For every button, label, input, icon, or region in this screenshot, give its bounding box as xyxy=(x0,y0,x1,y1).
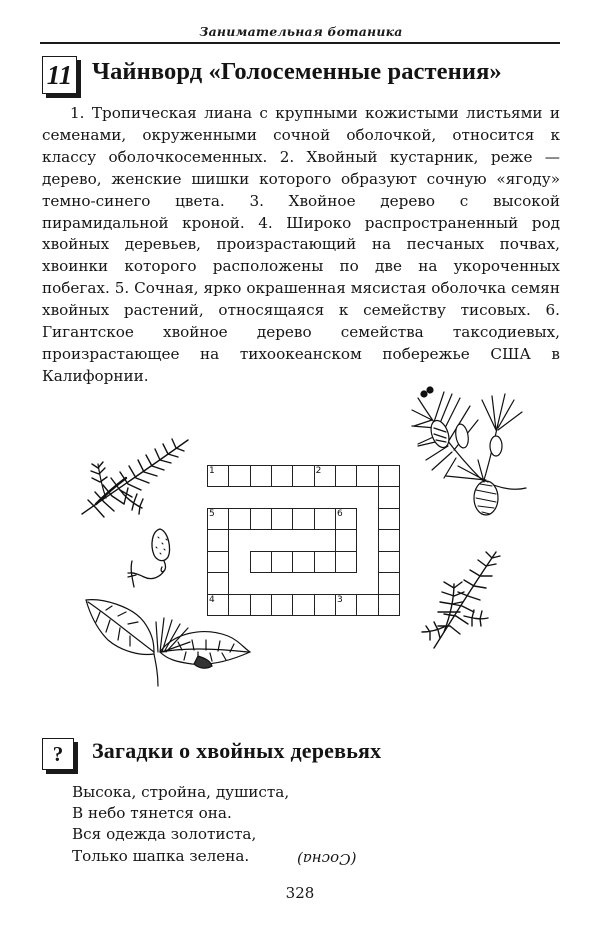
task-number-box: 11 xyxy=(42,56,77,94)
crossword-cell xyxy=(335,529,357,551)
crossword-cell xyxy=(335,508,357,530)
clue-number: 4 xyxy=(209,594,215,605)
pine-branch-icon xyxy=(402,380,532,520)
riddle-line: Вся одежда золотиста, xyxy=(72,825,257,844)
riddle-line: Только шапка зелена. xyxy=(72,846,250,865)
riddle-title: Загадки о хвойных деревьях xyxy=(92,738,382,763)
crossword-cell xyxy=(335,594,357,616)
crossword-cell xyxy=(271,594,293,616)
crossword-cell xyxy=(207,465,229,487)
crossword-cell xyxy=(250,594,272,616)
crossword-cell xyxy=(314,465,336,487)
crossword-cell xyxy=(250,551,272,573)
yew-branch-icon xyxy=(76,432,196,522)
crossword-cell xyxy=(335,551,357,573)
crossword-cell xyxy=(378,486,400,508)
crossword-cell xyxy=(207,551,229,573)
crossword-cell xyxy=(271,465,293,487)
crossword-cell xyxy=(271,551,293,573)
crossword-cell xyxy=(335,465,357,487)
crossword-cell xyxy=(378,594,400,616)
crossword-cell xyxy=(378,551,400,573)
crossword-cell xyxy=(314,551,336,573)
crossword-cell xyxy=(207,572,229,594)
clue-number: 6 xyxy=(337,508,343,519)
crossword-cell xyxy=(228,594,250,616)
riddle-marker-box: ? xyxy=(42,738,74,770)
crossword-cell xyxy=(292,551,314,573)
crossword-cell xyxy=(378,572,400,594)
crossword-clues: 1. Тропическая лиана с крупными кожистыми листьями и семенами, окруженными сочной оболочкой, относится к классу оболочкосеменных. 2. Хвойный кустарник, реже — дерево, женские шишки которого образуют сочную «ягоду» темно-синего цвета. 3. Хвойное дерево с высокой пирамидальной кроной. 4. Широко распространенный род хвойных деревьев, произрастающий на песчаных почвах, хвоинки которого расположены по две на укороченных побегах. 5. Сочная, ярко окрашенная мясистая оболочка семян хвойных растений, относящаяся к семейству тисовых. 6. Гигантское хвойное дерево семейства таксодиевых, произрастающее на тихоокеанском побережье США в Калифорнии. xyxy=(42,104,560,385)
crossword-cell xyxy=(378,508,400,530)
crossword-cell xyxy=(314,594,336,616)
page-number: 328 xyxy=(285,884,315,902)
riddle-answer-inverted: (Сосна) xyxy=(297,850,357,868)
crossword-cell xyxy=(292,508,314,530)
crossword-grid xyxy=(207,465,399,615)
crossword-cell xyxy=(356,594,378,616)
juniper-branch-icon xyxy=(414,546,506,650)
crossword-cell xyxy=(314,508,336,530)
crossword-cell xyxy=(292,594,314,616)
riddle-poem xyxy=(72,782,289,867)
crossword-cell xyxy=(292,465,314,487)
task-title: Чайнворд «Голосеменные растения» xyxy=(92,58,502,85)
crossword-cell xyxy=(207,529,229,551)
crossword-cell xyxy=(207,594,229,616)
crossword-cell xyxy=(271,508,293,530)
crossword-cell xyxy=(228,465,250,487)
clue-number: 1 xyxy=(209,466,215,476)
crossword-cell xyxy=(356,465,378,487)
crossword-cell xyxy=(228,508,250,530)
crossword-cell xyxy=(250,508,272,530)
riddle-line: В небо тянется она. xyxy=(72,804,232,823)
seed-sprout-icon xyxy=(122,525,182,590)
crossword-cell xyxy=(378,465,400,487)
crossword-cell xyxy=(250,465,272,487)
clue-number: 3 xyxy=(337,594,343,605)
header-rule xyxy=(40,42,560,44)
crossword-cell xyxy=(207,508,229,530)
clue-number: 2 xyxy=(315,466,322,476)
riddle-line: Высока, стройна, душиста, xyxy=(72,783,290,801)
running-head: Занимательная ботаника xyxy=(199,24,403,39)
crossword-cell xyxy=(378,529,400,551)
clue-number: 5 xyxy=(209,508,215,519)
